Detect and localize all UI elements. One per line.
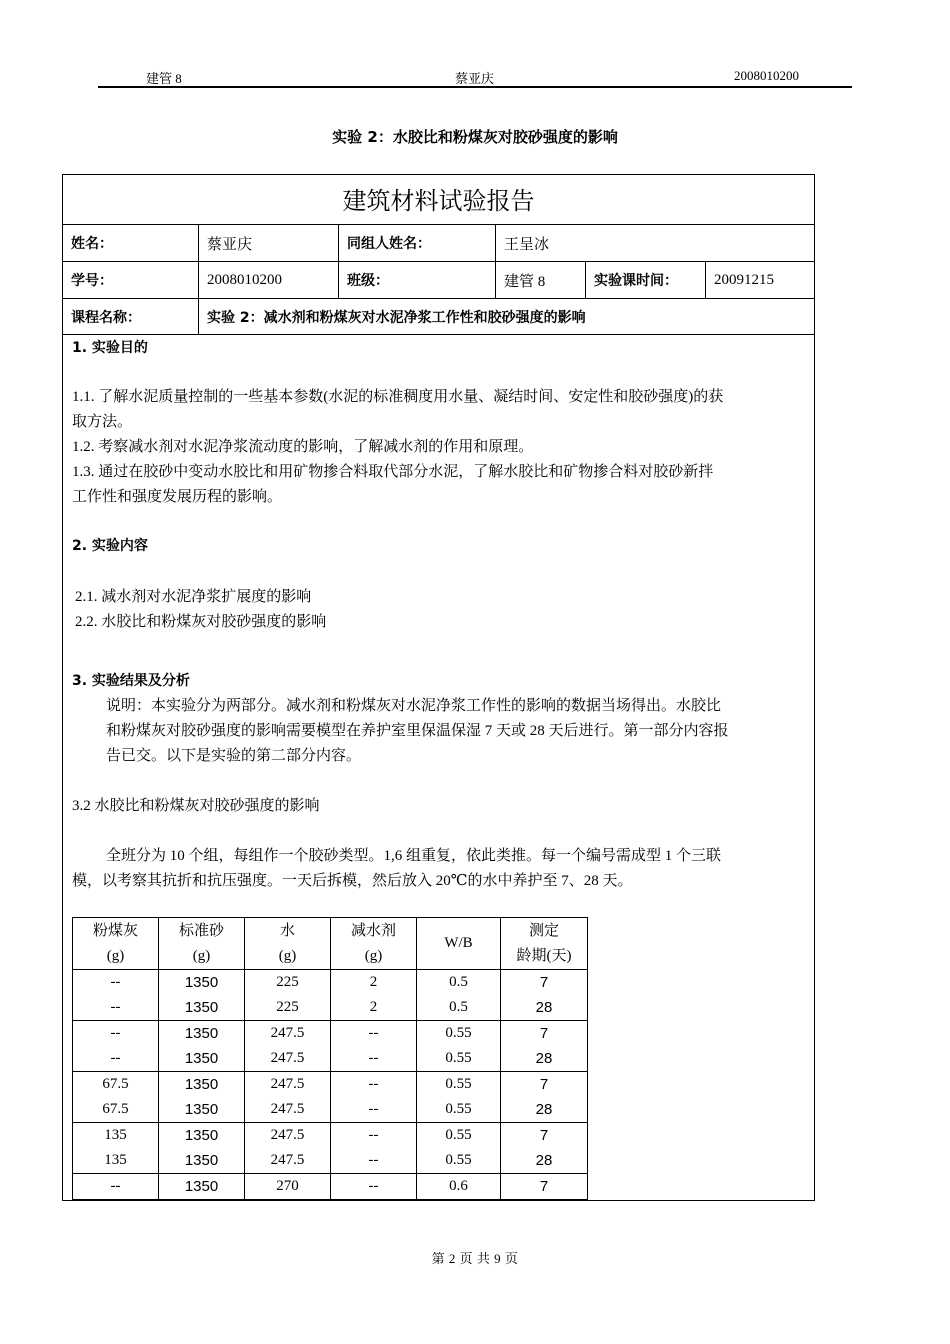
- cell-water-reducer: [331, 1123, 417, 1174]
- cell-water: [245, 970, 331, 1021]
- partner-label: 同组人姓名：: [338, 225, 495, 261]
- cell-water-reducer: [331, 970, 417, 1021]
- cell-water: [245, 1072, 331, 1123]
- value-standard-sand: 1350: [184, 974, 219, 991]
- time-value: 20091215: [705, 262, 814, 298]
- value-age: 28: [535, 1152, 553, 1169]
- header-cell-water: 水 (g): [245, 918, 331, 970]
- report-title: 建筑材料试验报告: [63, 175, 814, 225]
- value-water: 247.5: [270, 1152, 305, 1168]
- cell-wb: [417, 1021, 501, 1072]
- value-standard-sand: 1350: [184, 1050, 219, 1067]
- cell-wb: [417, 1123, 501, 1174]
- cell-fly-ash: [73, 1123, 159, 1174]
- value-age: 7: [539, 1127, 549, 1144]
- value-water-reducer: --: [368, 1050, 379, 1066]
- id-label: 学号：: [71, 273, 113, 289]
- value-water-reducer: 2: [369, 974, 378, 990]
- value-fly-ash: --: [110, 1178, 121, 1194]
- cell-fly-ash: [73, 1072, 159, 1123]
- course-value: 实验 2：减水剂和粉煤灰对水泥净浆工作性和胶砂强度的影响: [198, 299, 814, 334]
- value-wb: 0.55: [445, 1152, 472, 1168]
- class-value: 建管 8: [495, 262, 585, 298]
- cell-wb: [417, 1174, 501, 1200]
- header-cell-wb: W/B: [417, 918, 501, 970]
- value-water-reducer: 2: [369, 999, 378, 1015]
- class-label: 班级：: [338, 262, 495, 298]
- value-age: 28: [535, 1101, 553, 1118]
- section-3-note-c: 告已交。以下是实验的第二部分内容。: [106, 748, 362, 764]
- value-standard-sand: 1350: [184, 1178, 219, 1195]
- value-water-reducer: --: [368, 1076, 379, 1092]
- id-row: [63, 262, 814, 299]
- cell-age: [501, 1123, 588, 1174]
- table-header-row: [73, 918, 588, 970]
- table-row: [73, 1021, 588, 1072]
- cell-water: [245, 1021, 331, 1072]
- cell-standard-sand: [159, 1174, 245, 1200]
- value-wb: 0.55: [445, 1050, 472, 1066]
- cell-water: [245, 1123, 331, 1174]
- section-1-para-3a: 1.3. 通过在胶砂中变动水胶比和用矿物掺合料取代部分水泥，了解水胶比和矿物掺合料对胶砂新拌: [72, 464, 714, 480]
- cell-fly-ash: [73, 1174, 159, 1200]
- cell-age: [501, 1072, 588, 1123]
- header-rule: [98, 86, 852, 88]
- value-standard-sand: 1350: [184, 1152, 219, 1169]
- header-cell-fly-ash: 粉煤灰 (g): [73, 918, 159, 970]
- value-wb: 0.5: [449, 974, 468, 990]
- name-value: 蔡亚庆: [198, 225, 338, 261]
- value-fly-ash: 135: [104, 1127, 127, 1143]
- cell-age: [501, 970, 588, 1021]
- value-age: 7: [539, 974, 549, 991]
- value-fly-ash: --: [110, 999, 121, 1015]
- partner-value: 王呈冰: [495, 225, 814, 261]
- document-title: 实验 2：水胶比和粉煤灰对胶砂强度的影响: [332, 128, 618, 146]
- value-water: 247.5: [270, 1076, 305, 1092]
- value-age: 28: [535, 999, 553, 1016]
- value-wb: 0.55: [445, 1076, 472, 1092]
- section-2-title: 2. 实验内容: [72, 538, 148, 554]
- page-footer: 第 2 页 共 9 页: [431, 1251, 519, 1266]
- value-water-reducer: --: [368, 1152, 379, 1168]
- mix-proportion-table: [72, 917, 588, 1200]
- value-water: 247.5: [270, 1050, 305, 1066]
- name-row: [63, 225, 814, 262]
- id-value: 2008010200: [198, 262, 338, 298]
- value-wb: 0.55: [445, 1025, 472, 1041]
- table-row: [73, 1072, 588, 1123]
- value-water: 225: [276, 974, 299, 990]
- header-right: 2008010200: [734, 68, 799, 83]
- time-label: 实验课时间：: [585, 262, 705, 298]
- section-1-para-2: 1.2. 考察减水剂对水泥净浆流动度的影响，了解减水剂的作用和原理。: [72, 439, 534, 455]
- header-left: 建管 8: [146, 71, 182, 86]
- cell-wb: [417, 970, 501, 1021]
- header-cell-standard-sand: 标准砂 (g): [159, 918, 245, 970]
- cell-water-reducer: [331, 1021, 417, 1072]
- cell-water-reducer: [331, 1072, 417, 1123]
- value-fly-ash: 135: [104, 1152, 127, 1168]
- value-fly-ash: 67.5: [102, 1076, 129, 1092]
- section-1-para-1a: 1.1. 了解水泥质量控制的一些基本参数(水泥的标准稠度用水量、凝结时间、安定性和胶砂强度)的获: [72, 389, 724, 405]
- section-2-item-1: 2.1. 减水剂对水泥净浆扩展度的影响: [75, 589, 312, 605]
- value-fly-ash: --: [110, 1050, 121, 1066]
- header-center: 蔡亚庆: [455, 71, 495, 86]
- course-label: 课程名称：: [71, 309, 141, 326]
- section-3-2-title: 3.2 水胶比和粉煤灰对胶砂强度的影响: [72, 798, 320, 814]
- cell-standard-sand: [159, 1072, 245, 1123]
- value-fly-ash: --: [110, 1025, 121, 1041]
- header-cell-water-reducer: 减水剂 (g): [331, 918, 417, 970]
- cell-water-reducer: [331, 1174, 417, 1200]
- value-water-reducer: --: [368, 1178, 379, 1194]
- value-water: 247.5: [270, 1025, 305, 1041]
- table-row: [73, 1123, 588, 1174]
- cell-fly-ash: [73, 1021, 159, 1072]
- cell-standard-sand: [159, 1021, 245, 1072]
- section-3-2-para-b: 模，以考察其抗折和抗压强度。一天后拆模，然后放入 20℃的水中养护至 7、28 天。: [72, 873, 633, 889]
- value-fly-ash: --: [110, 974, 121, 990]
- cell-standard-sand: [159, 970, 245, 1021]
- name-label: 姓名：: [71, 236, 113, 252]
- value-water-reducer: --: [368, 1127, 379, 1143]
- value-age: 7: [539, 1025, 549, 1042]
- value-standard-sand: 1350: [184, 999, 219, 1016]
- value-wb: 0.5: [449, 999, 468, 1015]
- value-age: 7: [539, 1178, 549, 1195]
- course-row: [63, 299, 814, 335]
- section-3-note-b: 和粉煤灰对胶砂强度的影响需要模型在养护室里保温保湿 7 天或 28 天后进行。第一部分内容报: [106, 723, 729, 739]
- value-water-reducer: --: [368, 1101, 379, 1117]
- value-standard-sand: 1350: [184, 1101, 219, 1118]
- section-1-title: 1. 实验目的: [72, 340, 148, 356]
- value-water: 270: [276, 1178, 299, 1194]
- value-wb: 0.55: [445, 1101, 472, 1117]
- value-wb: 0.55: [445, 1127, 472, 1143]
- value-standard-sand: 1350: [184, 1076, 219, 1093]
- value-water: 247.5: [270, 1127, 305, 1143]
- section-3-2-para-a: 全班分为 10 个组，每组作一个胶砂类型。1,6 组重复，依此类推。每一个编号需成型 1 个三联: [106, 848, 722, 864]
- cell-water: [245, 1174, 331, 1200]
- section-1-para-1b: 取方法。: [72, 414, 133, 430]
- section-2-item-2: 2.2. 水胶比和粉煤灰对胶砂强度的影响: [75, 614, 327, 630]
- cell-fly-ash: [73, 970, 159, 1021]
- report-frame: [62, 174, 815, 1201]
- value-standard-sand: 1350: [184, 1025, 219, 1042]
- value-fly-ash: 67.5: [102, 1101, 129, 1117]
- cell-standard-sand: [159, 1123, 245, 1174]
- value-water: 247.5: [270, 1101, 305, 1117]
- value-wb: 0.6: [449, 1178, 468, 1194]
- value-water-reducer: --: [368, 1025, 379, 1041]
- header-cell-age: 测定 龄期(天): [501, 918, 588, 970]
- value-standard-sand: 1350: [184, 1127, 219, 1144]
- cell-age: [501, 1174, 588, 1200]
- cell-age: [501, 1021, 588, 1072]
- value-age: 28: [535, 1050, 553, 1067]
- value-water: 225: [276, 999, 299, 1015]
- cell-wb: [417, 1072, 501, 1123]
- section-3-title: 3. 实验结果及分析: [72, 673, 190, 689]
- value-age: 7: [539, 1076, 549, 1093]
- table-row: [73, 1174, 588, 1200]
- section-3-note-a: 说明：本实验分为两部分。减水剂和粉煤灰对水泥净浆工作性的影响的数据当场得出。水胶比: [106, 698, 722, 714]
- table-row: [73, 970, 588, 1021]
- section-1-para-3b: 工作性和强度发展历程的影响。: [72, 489, 283, 505]
